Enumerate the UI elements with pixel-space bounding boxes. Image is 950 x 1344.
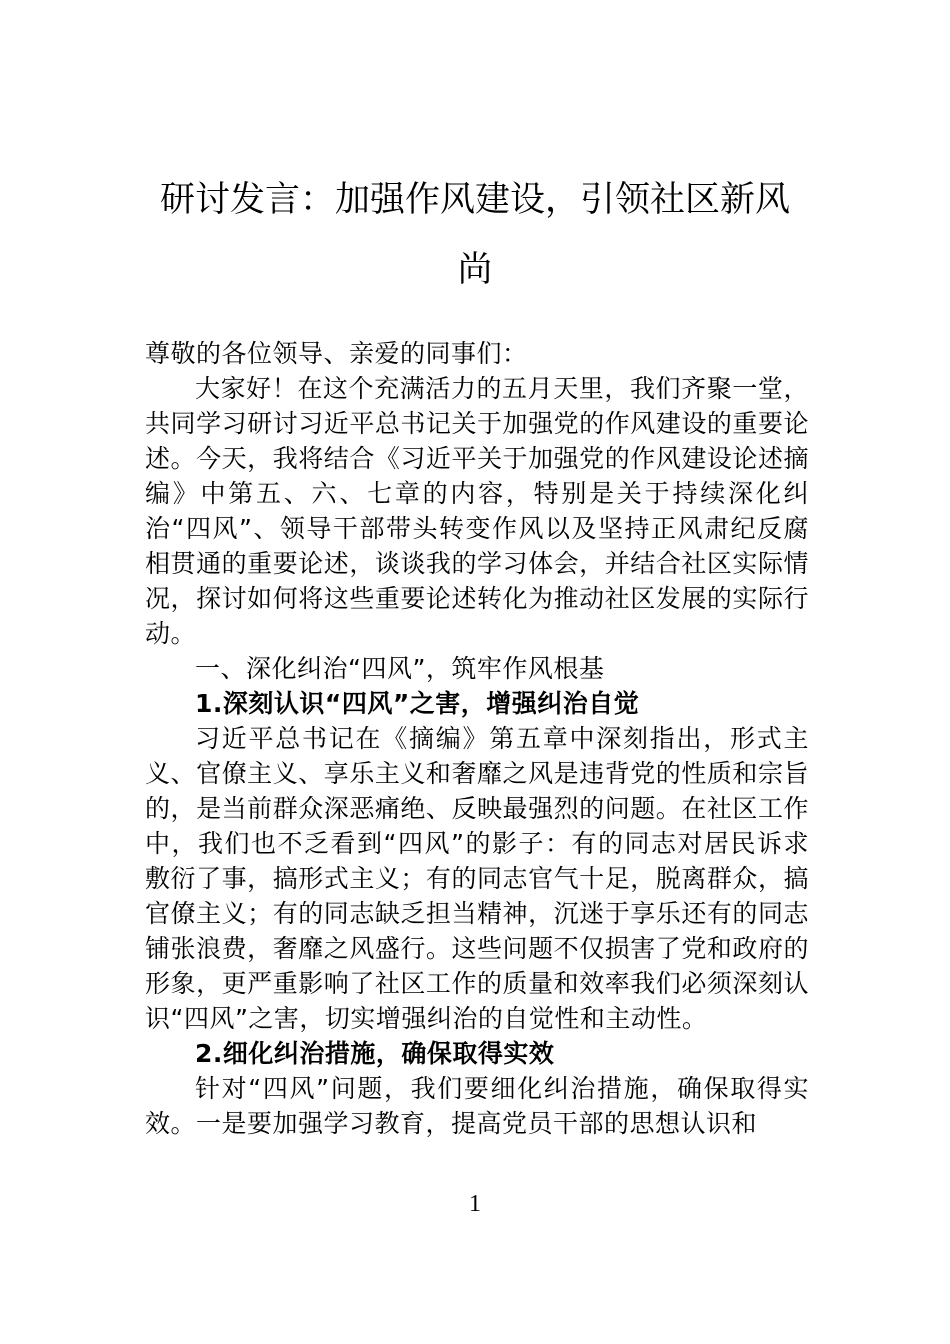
salutation: 尊敬的各位领导、亲爱的同事们： (145, 339, 528, 368)
document-body (145, 336, 809, 1141)
body-paragraph-1: 习近平总书记在《摘编》第五章中深刻指出，形式主义、官僚主义、享乐主义和奢靡之风是违背党的性质和宗旨的，是当前群众深恶痛绝、反映最强烈的问题。在社区工作中，我们也不乏看到“四风”的影子：有的同志对居民诉求敷衍了事，搞形式主义；有的同志官气十足，脱离群众，搞官僚主义；有的同志缺乏担当精神，沉迷于享乐还有的同志铺张浪费，奢靡之风盛行。这些问题不仅损害了党和政府的形象，更严重影响了社区工作的质量和效率我们必须深刻认识“四风”之害，切实增强纠治的自觉性和主动性。 (145, 724, 809, 1033)
intro-paragraph: 大家好！在这个充满活力的五月天里，我们齐聚一堂，共同学习研讨习近平总书记关于加强党的作风建设的重要论述。今天，我将结合《习近平关于加强党的作风建设论述摘编》中第五、六、七章的内容，特别是关于持续深化纠治“四风”、领导干部带头转变作风以及坚持正风肃纪反腐相贯通的重要论述，谈谈我的学习体会，并结合社区实际情况，探讨如何将这些重要论述转化为推动社区发展的实际行动。 (145, 374, 809, 648)
subheading-1: 1.深刻认识“四风”之害，增强纠治自觉 (195, 689, 640, 718)
page-number: 1 (469, 1191, 481, 1217)
section-heading-1: 一、深化纠治“四风”，筑牢作风根基 (195, 654, 605, 683)
subheading-2: 2.细化纠治措施，确保取得实效 (195, 1039, 555, 1068)
body-paragraph-2: 针对“四风”问题，我们要细化纠治措施，确保取得实效。一是要加强学习教育，提高党员干部的思想认识和 (145, 1074, 809, 1138)
document-title: 研讨发言：加强作风建设，引领社区新风尚 (159, 180, 790, 290)
